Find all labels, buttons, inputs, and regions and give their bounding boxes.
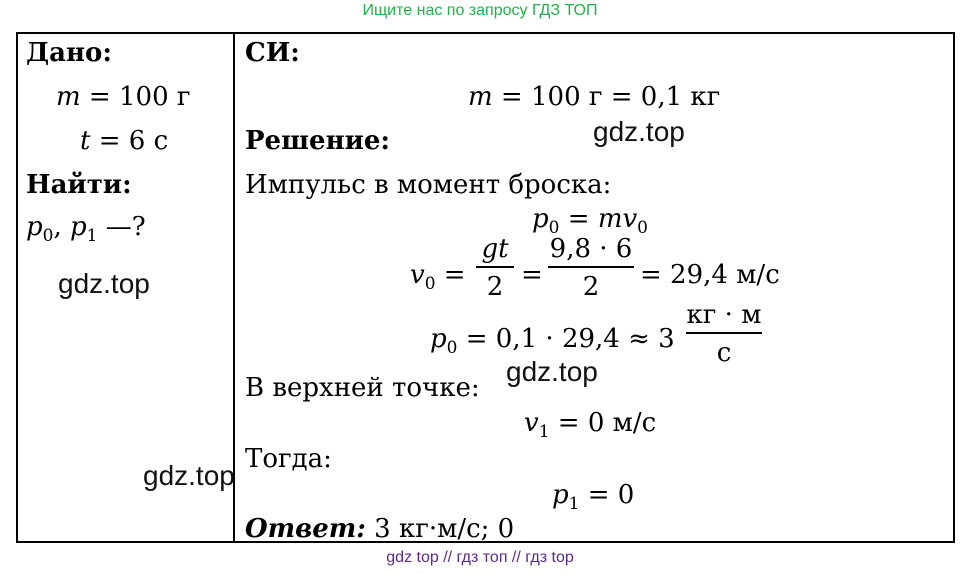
- fraction-values-denominator: 2: [582, 272, 600, 302]
- fraction-values: [548, 236, 634, 300]
- fraction-unit: [686, 302, 762, 366]
- watermark-4: gdz.top: [143, 460, 235, 491]
- find-line: $p_0$, $p_1$ —?: [26, 212, 146, 246]
- si-line-value: 100 г = 0,1 кг: [530, 82, 721, 112]
- impulse-text: Импульс в момент броска:: [245, 170, 612, 200]
- formula-velocity-result: = 29,4 м/с: [640, 260, 780, 290]
- solution-title: Решение:: [245, 126, 391, 156]
- formula-momentum-rhs: mv: [597, 204, 638, 234]
- top-point-text: В верхней точке:: [245, 373, 480, 403]
- watermark-3: gdz.top: [506, 356, 598, 387]
- fraction-unit-denominator: с: [716, 338, 732, 368]
- watermark-2: gdz.top: [58, 268, 150, 299]
- given-mass-value: 100 г: [118, 82, 191, 112]
- watermark-1: gdz.top: [593, 116, 685, 147]
- find-tail: —?: [105, 212, 146, 242]
- answer-label: Ответ:: [245, 514, 366, 544]
- formula-velocity-lhs: $v_0$ =: [410, 260, 466, 294]
- fraction-values-bar: [548, 266, 634, 268]
- fraction-unit-numerator: кг · м: [686, 300, 762, 330]
- equals-sign: =: [521, 260, 543, 290]
- given-time: t = 6 с: [80, 126, 169, 156]
- given-mass: m = 100 г: [56, 82, 191, 112]
- given-title: Дано:: [26, 38, 112, 68]
- formula-top-velocity: $v_1 = 0$ м/с: [524, 408, 657, 442]
- formula-momentum-value: $p_0 = 0,1 \cdot 29,4 \approx 3$: [430, 324, 675, 358]
- find-title: Найти:: [26, 170, 132, 200]
- fraction-unit-bar: [686, 332, 762, 334]
- fraction-values-numerator: 9,8 · 6: [549, 234, 633, 264]
- then-text: Тогда:: [245, 444, 332, 474]
- bottom-banner: gdz top // гдз топ // гдз top: [386, 549, 574, 566]
- fraction-gt-denominator: 2: [486, 272, 504, 302]
- si-title: СИ:: [245, 38, 300, 68]
- fraction-gt-numerator: gt: [481, 234, 509, 264]
- formula-top-velocity-rhs: = 0 м/с: [557, 408, 657, 438]
- formula-final-momentum: $p_1 = 0$: [552, 480, 635, 514]
- fraction-gt-over-2: [476, 236, 514, 300]
- given-time-value: 6 с: [128, 126, 169, 156]
- formula-momentum: $p_0 = mv_0$: [532, 204, 648, 238]
- top-banner: Ищите нас по запросу ГДЗ ТОП: [362, 2, 598, 19]
- formula-momentum-value-rhs: = 0,1 · 29,4 ≈ 3: [465, 324, 675, 354]
- answer-line: [245, 516, 514, 542]
- si-line: m = 100 г = 0,1 кг: [468, 82, 721, 112]
- formula-final-momentum-rhs: = 0: [587, 480, 635, 510]
- answer-value: 3 кг·м/с; 0: [374, 514, 515, 544]
- fraction-gt-bar: [476, 266, 514, 268]
